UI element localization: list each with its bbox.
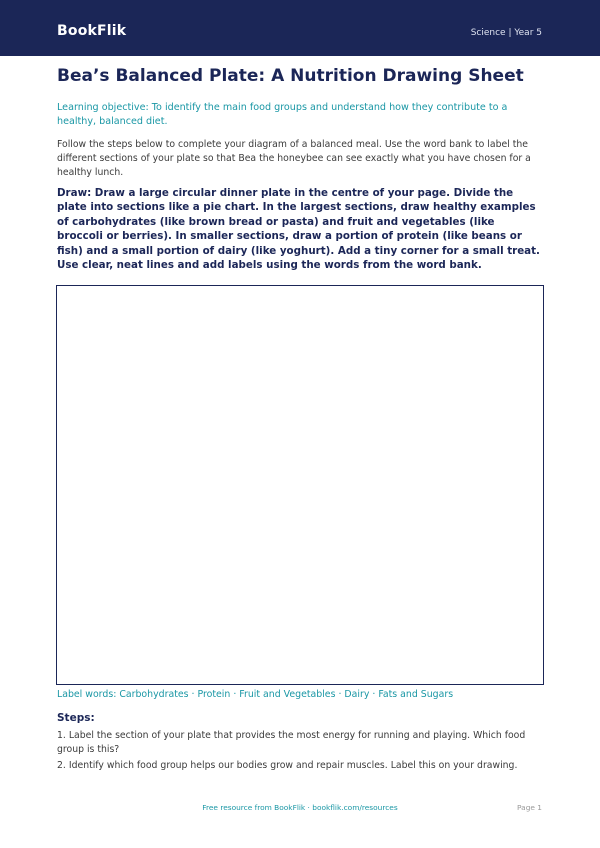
- footer-resource-link[interactable]: Free resource from BookFlik · bookflik.com/resources: [202, 803, 398, 812]
- drawing-area[interactable]: [56, 285, 544, 685]
- step-item-2: 2. Identify which food group helps our bodies grow and repair muscles. Label this on your drawing.: [57, 760, 518, 771]
- step-item-1: 1. Label the section of your plate that provides the most energy for running and playing. Which food group is this?: [57, 730, 526, 755]
- steps-heading: Steps:: [57, 712, 95, 724]
- brand-logo-text: BookFlik: [57, 23, 127, 39]
- subject-year-label: Science | Year 5: [470, 28, 542, 38]
- page-title: Bea’s Balanced Plate: A Nutrition Drawing Sheet: [57, 66, 524, 86]
- drawing-instructions: Draw: Draw a large circular dinner plate in the centre of your page. Divide the plate into sections like a pie chart. In the largest sections, draw healthy examples of carbohydrates (like brown bread or pasta) and fruit and vegetables (like broccoli or berries). In smaller sections, draw a portion of protein (like beans or fish) and a small portion of dairy (like yoghurt). Add a tiny corner for a small treat. Use clear, neat lines and add labels using the words from the word bank.: [57, 187, 540, 272]
- page-header: [0, 0, 600, 56]
- learning-objective: Learning objective: To identify the main food groups and understand how they contribute to a healthy, balanced diet.: [57, 102, 508, 127]
- word-bank: Label words: Carbohydrates · Protein · Fruit and Vegetables · Dairy · Fats and Sugars: [57, 689, 454, 700]
- page-number: Page 1: [517, 803, 542, 812]
- intro-paragraph: Follow the steps below to complete your diagram of a balanced meal. Use the word bank to label the different sections of your plate so that Bea the honeybee can see exactly what you have chosen for a healthy lunch.: [57, 139, 531, 178]
